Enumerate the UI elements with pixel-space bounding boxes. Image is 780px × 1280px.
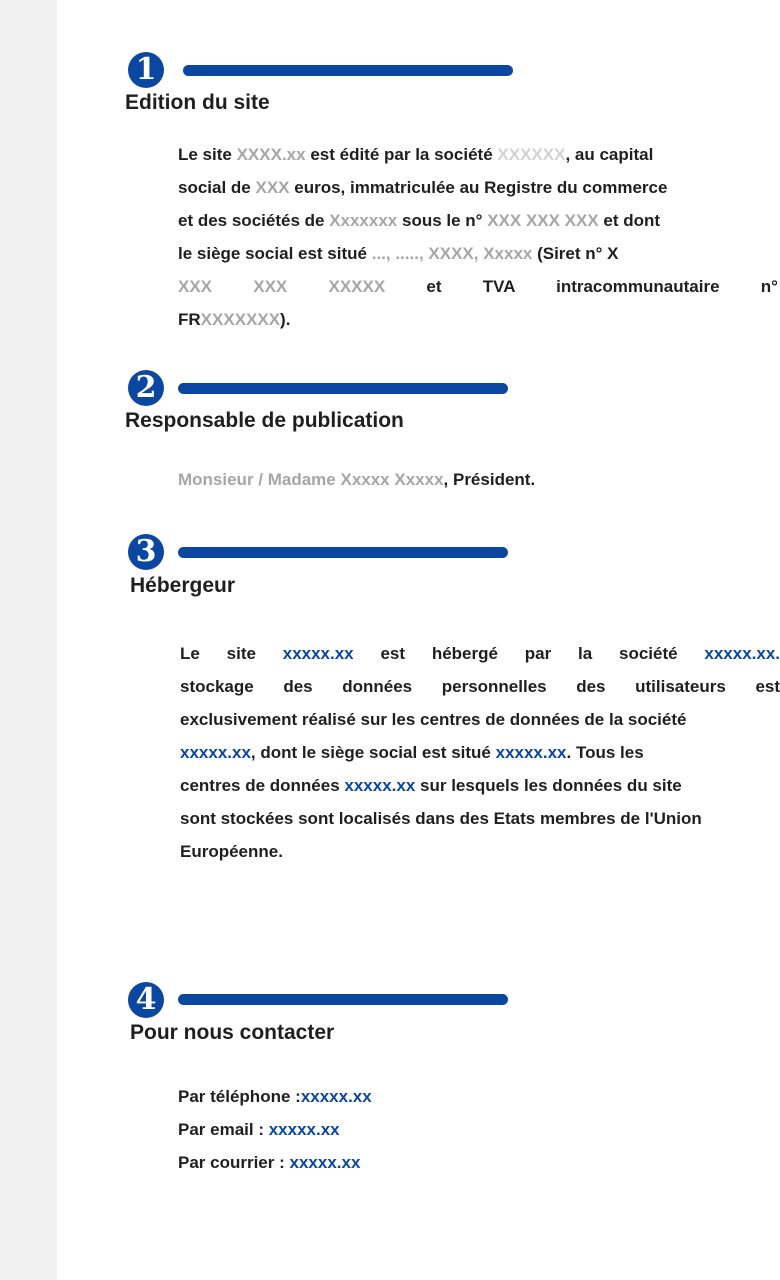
section-number-badge: 3 xyxy=(128,534,164,570)
phone-link[interactable]: xxxxx.xx xyxy=(300,1087,372,1106)
section-divider xyxy=(178,383,508,394)
text-line: xxxxx.xx, dont le siège social est situé xxxxx.xx. Tous les xyxy=(180,743,644,762)
section-divider xyxy=(178,547,508,558)
section-title: Hébergeur xyxy=(130,574,236,597)
text-line: et des sociétés de Xxxxxxx sous le n° XXX XXX XXX et dont xyxy=(178,211,661,230)
contact-list xyxy=(178,1080,372,1179)
section-number-badge: 4 xyxy=(128,982,164,1018)
text-line: le siège social est situé ..., ....., XXXX, Xxxxx (Siret n° X xyxy=(178,244,619,263)
section-paragraph xyxy=(178,463,535,496)
text-line: centres de données xxxxx.xx sur lesquels les données du site xyxy=(180,776,682,795)
text-line: social de XXX euros, immatriculée au Registre du commerce xyxy=(178,178,668,197)
text-line: Européenne. xyxy=(180,842,283,861)
page-margin xyxy=(0,0,57,1280)
contact-phone: Par téléphone :xxxxx.xx xyxy=(178,1087,372,1106)
contact-email: Par email : xxxxx.xx xyxy=(178,1120,340,1139)
section-paragraph xyxy=(180,637,780,868)
mail-link[interactable]: xxxxx.xx xyxy=(289,1153,361,1172)
section-paragraph xyxy=(178,138,778,336)
text-line: Le site XXXX.xx est édité par la société XXXXXX, au capital xyxy=(178,145,654,164)
section-number-badge: 2 xyxy=(128,370,164,406)
text-line: Le site xxxxx.xx est hébergé par la société xxxxx.xx. xyxy=(180,644,780,663)
text-line: sont stockées sont localisés dans des Etats membres de l'Union xyxy=(180,809,702,828)
text-line: Monsieur / Madame Xxxxx Xxxxx, Président. xyxy=(178,470,536,489)
section-divider xyxy=(178,994,508,1005)
section-title: Edition du site xyxy=(125,91,270,114)
text-line: stockage des données personnelles des utilisateurs est xyxy=(180,677,780,696)
section-title: Responsable de publication xyxy=(125,409,404,432)
text-line: XXX XXX XXXXX et TVA intracommunautaire n° xyxy=(178,277,778,296)
email-link[interactable]: xxxxx.xx xyxy=(268,1120,340,1139)
section-title: Pour nous contacter xyxy=(130,1021,335,1044)
text-line: FRXXXXXXX). xyxy=(178,310,291,329)
section-divider xyxy=(183,65,513,76)
section-number-badge: 1 xyxy=(128,52,164,88)
text-line: exclusivement réalisé sur les centres de données de la société xyxy=(180,710,687,729)
contact-mail: Par courrier : xxxxx.xx xyxy=(178,1153,361,1172)
